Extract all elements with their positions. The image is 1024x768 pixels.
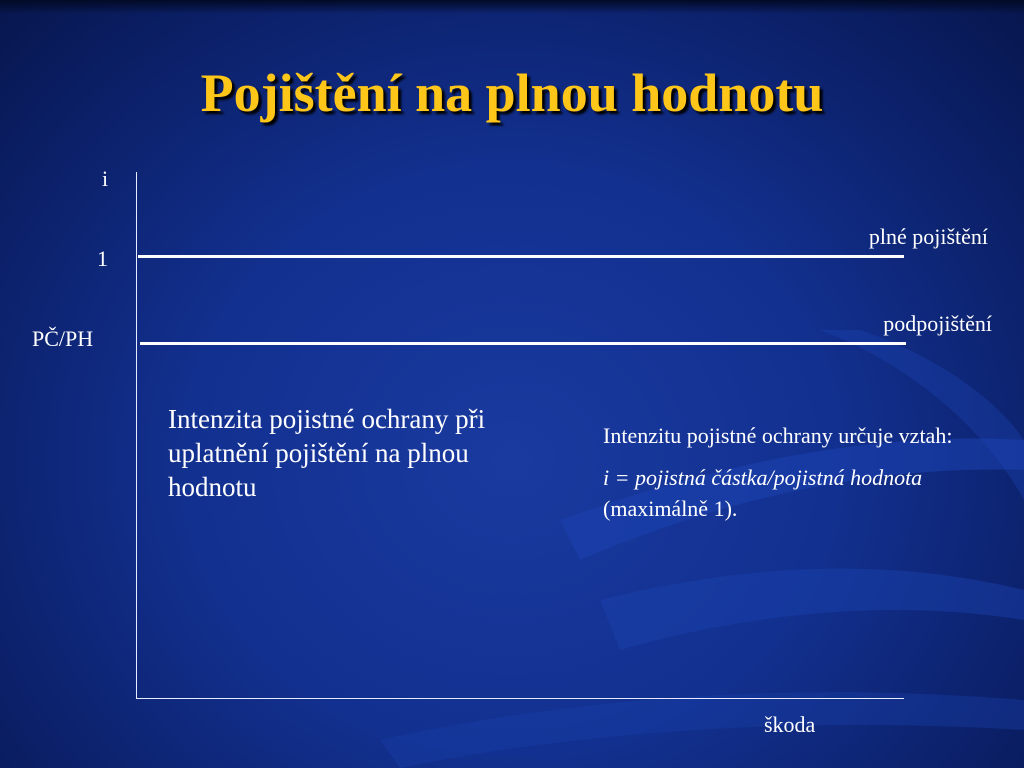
left-description-text: Intenzita pojistné ochrany při uplatnění pojištění na plnou hodnotu <box>168 404 486 502</box>
formula-text: i = pojistná částka/pojistná hodnota <box>603 465 923 490</box>
y-axis-label: i <box>102 166 109 191</box>
formula-suffix: (maximálně 1). <box>603 496 738 521</box>
full-insurance-line <box>138 255 904 258</box>
right-description-block <box>603 420 1003 535</box>
underinsurance-line <box>140 342 906 345</box>
full-insurance-label: plné pojištění <box>868 224 988 249</box>
tick-label-full: 1 <box>97 246 108 271</box>
x-axis <box>136 698 904 699</box>
underinsurance-label: podpojištění <box>883 311 992 336</box>
x-axis-label: škoda <box>764 712 816 737</box>
relation-intro-text: Intenzitu pojistné ochrany určuje vztah: <box>603 423 953 448</box>
tick-label-underinsurance: PČ/PH <box>32 326 94 351</box>
formula-paragraph <box>603 462 1003 524</box>
y-axis <box>136 172 137 699</box>
slide-title: Pojištění na plnou hodnotu <box>200 63 824 123</box>
